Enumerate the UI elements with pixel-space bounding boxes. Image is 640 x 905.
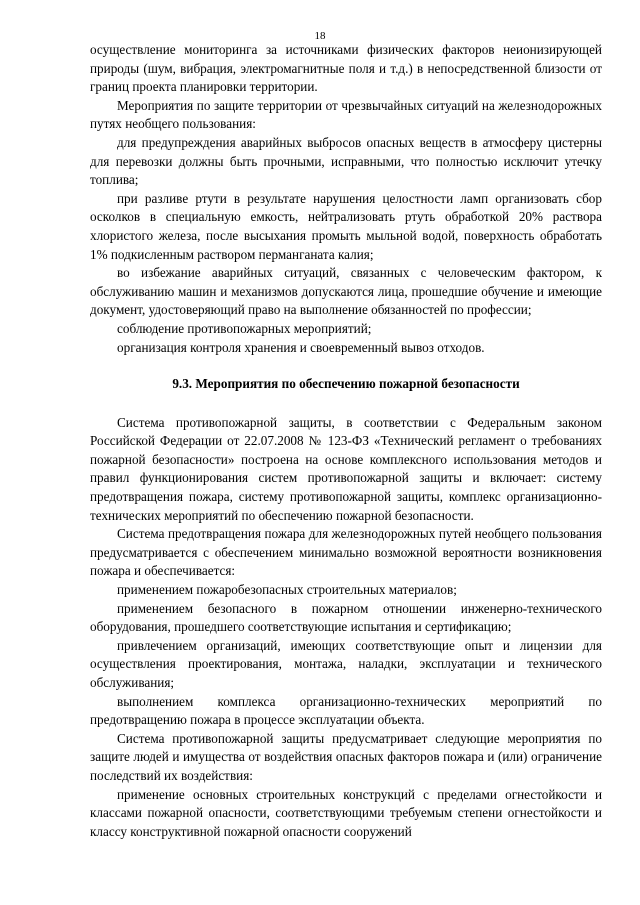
paragraph: при разливе ртути в результате нарушения целостности ламп организовать сбор осколков в специальную емкость, нейтрализовать ртуть обработкой 20% раствора хлористого железа, после высыхания промыть мыльной водой, поверхность обработать 1% подкисленным раствором перманганата калия; xyxy=(90,190,602,262)
paragraph: применением пожаробезопасных строительных материалов; xyxy=(117,582,457,598)
paragraph: Система противопожарной защиты, в соответствии с Федеральным законом Российской Федерации от 22.07.2008 № 123-ФЗ «Технический регламент о требованиях пожарной безопасности» построена на основе комплексного использования методов и правил функционирования систем противопожарной защиты и включает: систему предотвращения пожара, систему противопожарной защиты, комплекс организационно-технических мероприятий по обеспечению пожарной безопасности. xyxy=(90,414,602,523)
section-heading: 9.3. Мероприятия по обеспечению пожарной безопасности xyxy=(172,376,520,392)
paragraph: применение основных строительных конструкций с пределами огнестойкости и классами пожарной опасности, соответствующими требуемым степени огнестойкости и классу конструктивной пожарной опасности сооружений xyxy=(90,786,602,839)
paragraph: применением безопасного в пожарном отношении инженерно-технического оборудования, прошедшего соответствующие испытания и сертификацию; xyxy=(90,600,602,635)
paragraph: осуществление мониторинга за источниками физических факторов неионизирующей природы (шум, вибрация, электромагнитные поля и т.д.) в непосредственной близости от границ проекта планировки территории. xyxy=(90,42,602,95)
paragraph: для предупреждения аварийных выбросов опасных веществ в атмосферу цистерны для перевозки должны быть прочными, исправными, что полностью исключит утечку топлива; xyxy=(90,134,602,188)
paragraph: соблюдение противопожарных мероприятий; xyxy=(117,320,372,336)
page-number: 18 xyxy=(314,30,326,42)
paragraph: Система противопожарной защиты предусматривает следующие мероприятия по защите людей и имущества от воздействия опасных факторов пожара и (или) ограничение последствий их воздействия: xyxy=(90,730,602,783)
paragraph: организация контроля хранения и своевременный вывоз отходов. xyxy=(117,339,485,355)
paragraphs-after-section xyxy=(90,414,602,842)
paragraph: Система предотвращения пожара для железнодорожных путей необщего пользования предусматривается с обеспечением минимально возможной вероятности возникновения пожара и обеспечивается: xyxy=(90,526,602,579)
paragraphs-before-section xyxy=(90,41,602,357)
paragraph: во избежание аварийных ситуаций, связанных с человеческим фактором, к обслуживанию машин и механизмов допускаются лица, прошедшие обучение и имеющие документ, удостоверяющий право на выполнение обязанностей по профессии; xyxy=(90,265,602,318)
paragraph: Мероприятия по защите территории от чрезвычайных ситуаций на железнодорожных путях необщего пользования: xyxy=(90,97,602,132)
document-body xyxy=(90,41,602,841)
paragraph: привлечением организаций, имеющих соответствующие опыт и лицензии для осуществления проектирования, монтажа, наладки, эксплуатации и технического обслуживания; xyxy=(90,637,602,690)
paragraph: выполнением комплекса организационно-технических мероприятий по предотвращению пожара в процессе эксплуатации объекта. xyxy=(90,693,602,728)
